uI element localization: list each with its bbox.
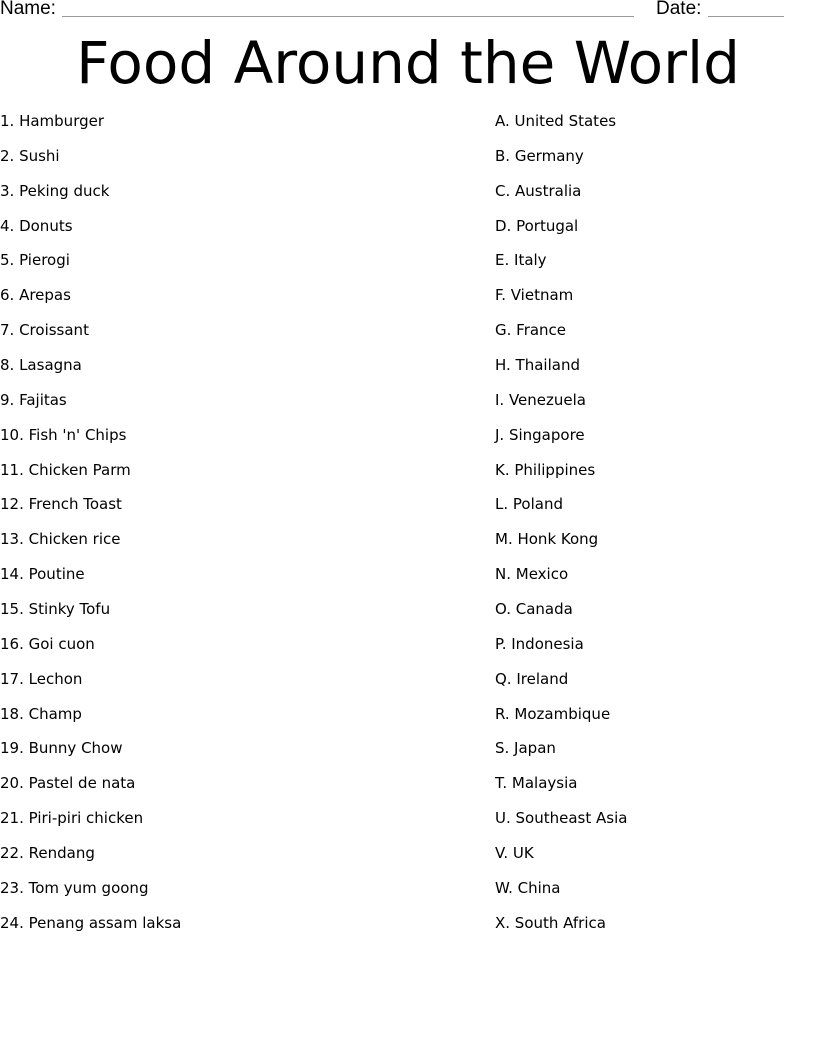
answer-item: C. Australia [495,181,582,200]
answer-item: U. Southeast Asia [495,809,628,828]
clue-item: 21. Piri-piri chicken [0,809,144,828]
answer-item: T. Malaysia [495,774,578,793]
clue-item: 10. Fish 'n' Chips [0,425,127,444]
answer-item: O. Canada [495,600,573,619]
answer-item: L. Poland [495,495,563,514]
clue-item: 13. Chicken rice [0,530,121,549]
name-label: Name: [0,0,56,19]
date-label: Date: [656,0,702,19]
clue-item: 9. Fajitas [0,390,67,409]
clue-list [0,109,181,946]
clue-item: 18. Champ [0,704,82,723]
answer-item: H. Thailand [495,356,580,375]
answer-item: N. Mexico [495,565,569,584]
clue-item: 12. French Toast [0,495,122,514]
clue-item: 24. Penang assam laksa [0,913,182,932]
answer-item: B. Germany [495,146,584,165]
clue-item: 15. Stinky Tofu [0,600,111,619]
clue-item: 20. Pastel de nata [0,774,136,793]
answer-item: E. Italy [495,251,547,270]
answer-item: A. United States [495,112,617,130]
clue-item: 16. Goi cuon [0,634,95,653]
worksheet-header [0,0,816,24]
clue-item: 7. Croissant [0,321,89,340]
answer-item: I. Venezuela [495,390,586,409]
answer-item: X. South Africa [495,913,606,932]
answer-item: Q. Ireland [495,669,569,688]
answer-item: M. Honk Kong [495,530,599,549]
page-title: Food Around the World [76,29,740,97]
answer-item: F. Vietnam [495,286,574,305]
answer-item: P. Indonesia [495,634,584,653]
answer-list [495,109,627,946]
answer-item: J. Singapore [495,425,585,444]
name-blank-line[interactable] [62,16,634,17]
answer-item: R. Mozambique [495,704,611,723]
clue-item: 19. Bunny Chow [0,739,123,758]
clue-item: 11. Chicken Parm [0,460,131,479]
clue-item: 3. Peking duck [0,181,110,200]
clue-item: 8. Lasagna [0,356,82,375]
answer-item: K. Philippines [495,460,596,479]
answer-item: W. China [495,878,561,897]
clue-item: 14. Poutine [0,565,85,584]
clue-item: 4. Donuts [0,216,73,235]
clue-item: 23. Tom yum goong [0,878,149,897]
clue-item: 22. Rendang [0,844,95,863]
date-blank-line[interactable] [708,16,784,17]
clue-item: 6. Arepas [0,286,71,305]
clue-item: 1. Hamburger [0,112,105,130]
clue-item: 2. Sushi [0,146,60,165]
clue-item: 17. Lechon [0,669,83,688]
clue-item: 5. Pierogi [0,251,70,270]
answer-item: S. Japan [495,739,556,758]
answer-item: V. UK [495,844,534,863]
answer-item: G. France [495,321,567,340]
answer-item: D. Portugal [495,216,579,235]
